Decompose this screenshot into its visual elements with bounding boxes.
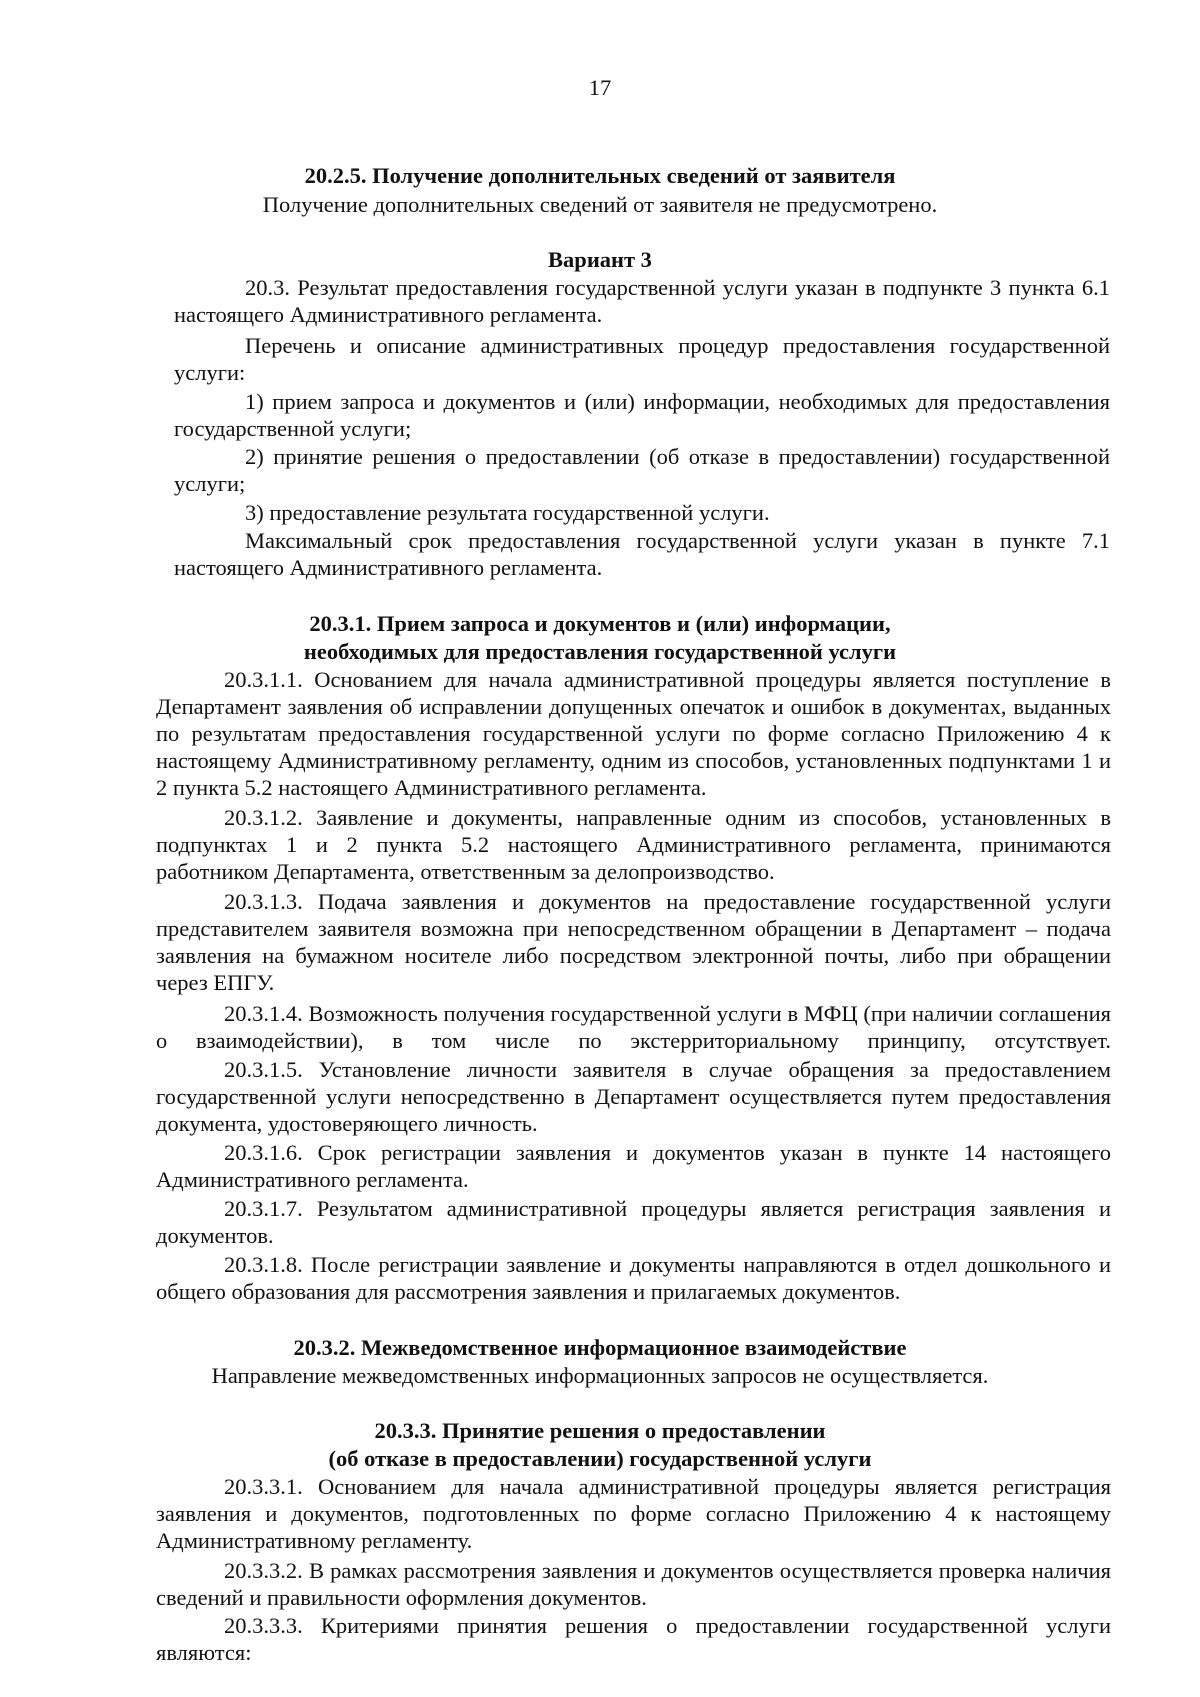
paragraph-20-3: 20.3. Результат предоставления государственной услуги указан в подпункте 3 пункта 6.1 настоящего Административного регламента. xyxy=(174,275,1110,327)
paragraph-20-3-1-4: 20.3.1.4. Возможность получения государственной услуги в МФЦ (при наличии соглашения о взаимодействии), в том числе по экстерриториальному принципу, отсутствует. xyxy=(156,1001,1111,1053)
section-heading-20-3-1-line1: 20.3.1. Прием запроса и документов и (или) информации, xyxy=(309,611,891,636)
paragraph-20-3-3-2: 20.3.3.2. В рамках рассмотрения заявления и документов осуществляется проверка наличия сведений и правильности оформления документов. xyxy=(156,1558,1111,1610)
paragraph-20-3-1-3: 20.3.1.3. Подача заявления и документов на предоставление государственной услуги представителем заявителя возможна при непосредственном обращении в Департамент – подача заявления на бумажном носителе либо посредством электронной почты, либо при обращении через ЕПГУ. xyxy=(156,889,1111,995)
list-item-1: 1) прием запроса и документов и (или) информации, необходимых для предоставления государственной услуги; xyxy=(174,389,1110,441)
list-item-2: 2) принятие решения о предоставлении (об отказе в предоставлении) государственной услуги; xyxy=(174,444,1110,496)
variant-heading: Вариант 3 xyxy=(548,247,652,272)
section-heading-20-3-3-line2: (об отказе в предоставлении) государственной услуги xyxy=(328,1446,872,1471)
section-heading-20-2-5: 20.2.5. Получение дополнительных сведений от заявителя xyxy=(304,163,896,188)
paragraph-20-3-1-1: 20.3.1.1. Основанием для начала административной процедуры является поступление в Департамент заявления об исправлении допущенных опечаток и ошибок в документах, выданных по результатам предоставления государственной услуги по форме согласно Приложению 4 к настоящему Административному регламенту, одним из способов, установленных подпунктами 1 и 2 пункта 5.2 настоящего Административного регламента. xyxy=(156,667,1111,800)
paragraph-procedures-list-intro: Перечень и описание административных процедур предоставления государственной услуги: xyxy=(174,333,1110,385)
paragraph-20-3-3-3: 20.3.3.3. Критериями принятия решения о предоставлении государственной услуги являются: xyxy=(156,1613,1111,1665)
section-heading-20-3-2: 20.3.2. Межведомственное информационное взаимодействие xyxy=(293,1335,907,1360)
paragraph-20-3-1-8: 20.3.1.8. После регистрации заявление и документы направляются в отдел дошкольного и общего образования для рассмотрения заявления и прилагаемых документов. xyxy=(156,1252,1111,1304)
paragraph-20-3-1-7: 20.3.1.7. Результатом административной процедуры является регистрация заявления и документов. xyxy=(156,1196,1111,1248)
paragraph-20-3-1-6: 20.3.1.6. Срок регистрации заявления и документов указан в пункте 14 настоящего Административного регламента. xyxy=(156,1140,1111,1192)
paragraph-20-3-1-5: 20.3.1.5. Установление личности заявителя в случае обращения за предоставлением государственной услуги непосредственно в Департамент осуществляется путем предоставления документа, удостоверяющего личность. xyxy=(156,1057,1111,1136)
page-number: 17 xyxy=(588,75,612,100)
paragraph-20-3-3-1: 20.3.3.1. Основанием для начала административной процедуры является регистрация заявления и документов, подготовленных по форме согласно Приложению 4 к настоящему Административному регламенту. xyxy=(156,1474,1111,1553)
paragraph-20-3-1-2: 20.3.1.2. Заявление и документы, направленные одним из способов, установленных в подпунктах 1 и 2 пункта 5.2 настоящего Административного регламента, принимаются работником Департамента, ответственным за делопроизводство. xyxy=(156,805,1111,884)
section-heading-20-3-3-line1: 20.3.3. Принятие решения о предоставлении xyxy=(374,1418,826,1443)
list-item-3: 3) предоставление результата государственной услуги. xyxy=(245,500,770,525)
paragraph-max-term: Максимальный срок предоставления государственной услуги указан в пункте 7.1 настоящего Административного регламента. xyxy=(174,528,1110,580)
section-text-20-2-5: Получение дополнительных сведений от заявителя не предусмотрено. xyxy=(262,192,938,217)
section-text-20-3-2: Направление межведомственных информационных запросов не осуществляется. xyxy=(211,1363,989,1388)
section-heading-20-3-1-line2: необходимых для предоставления государственной услуги xyxy=(303,639,897,664)
